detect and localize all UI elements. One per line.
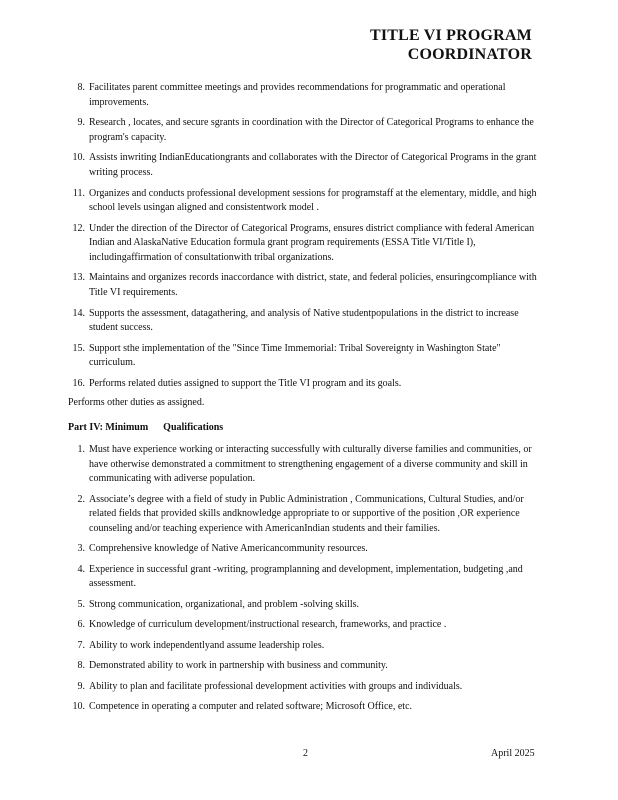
duty-item bbox=[68, 271, 548, 300]
list-item-text: Support sthe implementation of the "Since Time Immemorial: Tribal Sovereignty in Washington State" curriculum. bbox=[89, 342, 501, 369]
list-item-text: Strong communication, organizational, and problem -solving skills. bbox=[89, 598, 360, 610]
list-item-text: Knowledge of curriculum development/instructional research, frameworks, and practice . bbox=[89, 619, 447, 630]
qualification-item bbox=[68, 618, 548, 633]
list-item-number: 4. bbox=[77, 563, 85, 575]
duty-item bbox=[68, 222, 548, 266]
qualification-item bbox=[68, 659, 548, 674]
list-item-number: 8. bbox=[77, 82, 85, 93]
page-number: 2 bbox=[303, 748, 308, 759]
list-item-text: Facilitates parent committee meetings and provides recommendations for programmatic and operational improvements. bbox=[89, 82, 506, 108]
list-item-text: Associate’s degree with a field of study in Public Administration , Communications, Cultural Studies, and/or related fields that provided skills andknowledge appropriate to or supportive of the position ,OR experience counseling and/or teaching experience with AmericanIndian students and their families. bbox=[89, 493, 524, 534]
list-item-text: Research , locates, and secure sgrants in coordination with the Director of Categorical Programs to enhance the program's capacity. bbox=[89, 117, 534, 143]
list-item-number: 10. bbox=[72, 701, 85, 712]
title-line-1: TITLE VI PROGRAM bbox=[369, 27, 532, 44]
list-item-text: Ability to work independentlyand assume leadership roles. bbox=[89, 639, 325, 651]
qualification-item bbox=[68, 639, 548, 654]
list-item-number: 14. bbox=[72, 307, 85, 319]
qualification-item bbox=[68, 563, 548, 592]
duty-item bbox=[68, 342, 548, 371]
qualification-item bbox=[68, 542, 548, 557]
list-item-number: 13. bbox=[72, 272, 85, 284]
duty-item bbox=[68, 116, 548, 145]
list-item-number: 2. bbox=[77, 493, 85, 505]
duty-item bbox=[68, 307, 548, 336]
list-item-text: Organizes and conducts professional development sessions for programstaff at the elementary, middle, and high school levels usingan aligned and consistentwork model . bbox=[89, 187, 537, 214]
list-item-text: Must have experience working or interacting successfully with culturally diverse families and communities, or have otherwise demonstrated a commitment to strengthening engagement of a diverse community and skill in communicating with adiverse population. bbox=[89, 444, 532, 484]
list-item-number: 8. bbox=[77, 660, 85, 671]
list-item-number: 5. bbox=[77, 598, 85, 610]
list-item-text: Under the direction of the Director of Categorical Programs, ensures district compliance with federal American Indian and AlaskaNative Education formula grant program requirements (ESSA Title VI/Title I), includingaffirmation of consultationwith tribal organizations. bbox=[89, 222, 535, 263]
qualification-item bbox=[68, 443, 548, 487]
duty-item bbox=[68, 81, 548, 110]
list-item-number: 9. bbox=[77, 117, 85, 129]
section-heading-part-iv: Part IV: Minimum Qualifications bbox=[68, 422, 224, 433]
list-item-text: Performs related duties assigned to support the Title VI program and its goals. bbox=[89, 378, 402, 389]
qualification-item bbox=[68, 493, 548, 537]
title-line-2: COORDINATOR bbox=[407, 46, 532, 63]
list-item-number: 9. bbox=[77, 680, 85, 692]
list-item-text: Competence in operating a computer and related software; Microsoft Office, etc. bbox=[89, 701, 413, 712]
list-item-number: 7. bbox=[77, 639, 85, 651]
list-item-number: 10. bbox=[72, 152, 85, 164]
list-item-text: Maintains and organizes records inaccordance with district, state, and federal policies, ensuringcompliance with Title VI requirements. bbox=[89, 272, 537, 298]
list-item-text: Supports the assessment, datagathering, and analysis of Native studentpopulations in the district to increase student success. bbox=[89, 307, 519, 334]
list-item-number: 15. bbox=[72, 342, 85, 354]
list-item-text: Demonstrated ability to work in partnership with business and community. bbox=[89, 660, 388, 671]
footer-date: April 2025 bbox=[491, 748, 535, 759]
qualification-item bbox=[68, 598, 548, 613]
list-item-number: 16. bbox=[72, 378, 85, 389]
duty-item bbox=[68, 187, 548, 216]
page-title bbox=[370, 26, 532, 64]
list-item-number: 1. bbox=[77, 444, 85, 455]
qualification-item bbox=[68, 680, 548, 695]
other-duties-text: Performs other duties as assigned. bbox=[68, 397, 205, 408]
qualification-item bbox=[68, 700, 548, 715]
list-item-number: 12. bbox=[72, 222, 85, 234]
list-item-number: 3. bbox=[77, 543, 85, 554]
list-item-text: Ability to plan and facilitate professional development activities with groups and individuals. bbox=[89, 680, 463, 692]
duty-item bbox=[68, 377, 548, 392]
list-item-text: Experience in successful grant -writing, programplanning and development, implementation, budgeting ,and assessment. bbox=[89, 563, 523, 589]
list-item-text: Assists inwriting IndianEducationgrants and collaborates with the Director of Categorical Programs in the grant writing process. bbox=[89, 152, 537, 178]
list-item-number: 6. bbox=[77, 619, 85, 630]
list-item-number: 11. bbox=[72, 187, 85, 199]
qualifications-list bbox=[68, 443, 548, 721]
duty-item bbox=[68, 151, 548, 180]
duties-list bbox=[68, 81, 548, 398]
list-item-text: Comprehensive knowledge of Native Americancommunity resources. bbox=[89, 543, 368, 554]
